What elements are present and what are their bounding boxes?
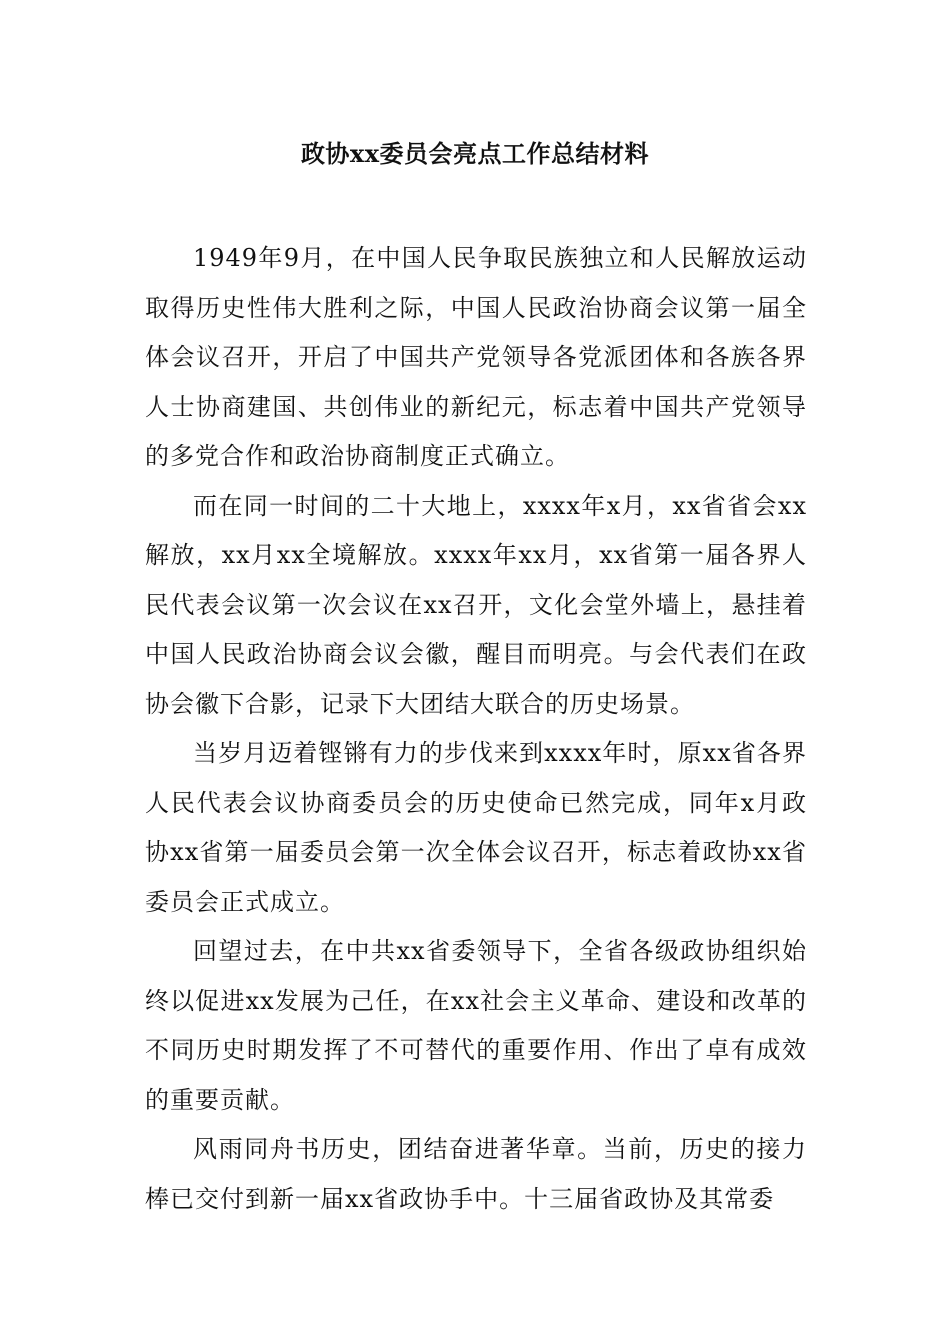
document-title: 政协xx委员会亮点工作总结材料 — [300, 139, 650, 168]
paragraph-2: 而在同一时间的二十大地上，xxxx年x月，xx省省会xx解放，xx月xx全境解放。xxxx年xx月，xx省第一届各界人民代表会议第一次会议在xx召开，文化会堂外墙上，悬挂着中国人民政治协商会议会徽，醒目而明亮。与会代表们在政协会徽下合影，记录下大团结大联合的历史场景。 — [145, 491, 807, 718]
paragraph-5: 风雨同舟书历史，团结奋进著华章。当前，历史的接力棒已交付到新一届xx省政协手中。十三届省政协及其常委 — [145, 1135, 807, 1213]
paragraph-1: 1949年9月，在中国人民争取民族独立和人民解放运动取得历史性伟大胜利之际，中国人民政治协商会议第一届全体会议召开，开启了中国共产党领导各党派团体和各族各界人士协商建国、共创伟业的新纪元，标志着中国共产党领导的多党合作和政治协商制度正式确立。 — [145, 244, 807, 470]
paragraph-4: 回望过去，在中共xx省委领导下，全省各级政协组织始终以促进xx发展为己任，在xx社会主义革命、建设和改革的不同历史时期发挥了不可替代的重要作用、作出了卓有成效的重要贡献。 — [145, 937, 807, 1114]
paragraph-3: 当岁月迈着铿锵有力的步伐来到xxxx年时，原xx省各界人民代表会议协商委员会的历史使命已然完成，同年x月政协xx省第一届委员会第一次全体会议召开，标志着政协xx省委员会正式成立。 — [145, 739, 807, 916]
document-body — [145, 234, 807, 1224]
